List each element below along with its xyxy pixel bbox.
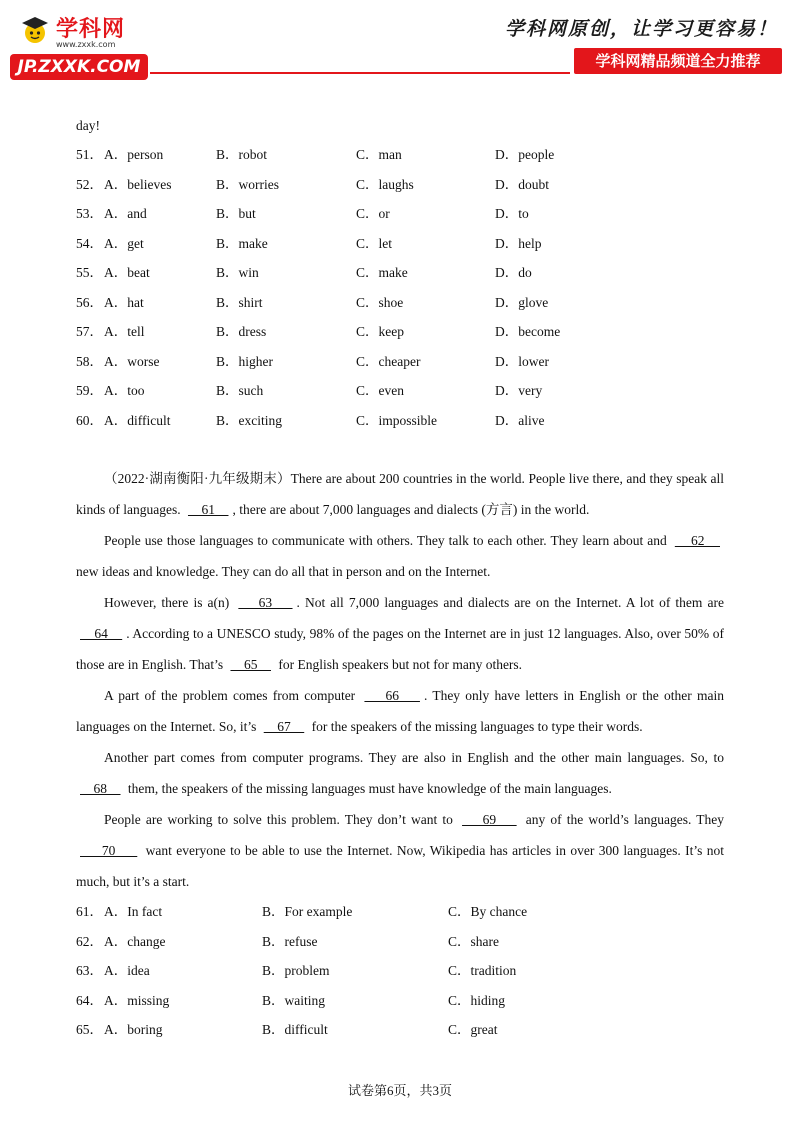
passage-paragraph-6 xyxy=(76,804,724,897)
question-number: 53． xyxy=(76,206,103,221)
blank-69: 69 xyxy=(462,812,517,827)
question-number: 62． xyxy=(76,933,103,949)
option-d: D．doubt xyxy=(495,176,549,192)
option-a: A．get xyxy=(104,235,144,251)
option-b: B．higher xyxy=(216,353,273,369)
option-c: C．great xyxy=(448,1022,498,1037)
option-c: C．keep xyxy=(356,324,404,339)
passage-paragraph-5 xyxy=(76,742,724,804)
option-c: C．or xyxy=(356,206,390,221)
passage-text: any of the world’s languages. They xyxy=(520,812,725,827)
passage-paragraph-2 xyxy=(76,525,724,587)
option-b: B．problem xyxy=(262,963,330,978)
passage-text: However, there is a(n) xyxy=(104,595,235,610)
question-number: 59． xyxy=(76,383,103,398)
passage-source: （2022·湖南衡阳·九年级期末） xyxy=(104,471,291,486)
blank-64: 64 xyxy=(80,626,123,641)
option-c: C．even xyxy=(356,383,404,398)
option-d: D．alive xyxy=(495,412,545,428)
option-c: C．laughs xyxy=(356,176,414,192)
question-row xyxy=(76,1015,724,1045)
option-b: B．For example xyxy=(262,904,353,919)
question-number: 52． xyxy=(76,176,103,192)
blank-67: 67 xyxy=(263,719,305,734)
option-b: B．make xyxy=(216,235,268,251)
question-row xyxy=(76,170,724,200)
page-header xyxy=(0,0,800,90)
passage-text: Another part comes from computer programs. They are also in English and the other main languages. So, to xyxy=(104,750,724,765)
blank-70: 70 xyxy=(80,843,138,858)
question-number: 61． xyxy=(76,904,103,919)
blank-66: 66 xyxy=(364,688,420,703)
option-a: A．missing xyxy=(104,992,170,1008)
option-a: A．person xyxy=(104,147,164,162)
option-a: A．too xyxy=(104,383,145,398)
question-number: 58． xyxy=(76,353,103,369)
option-c: C．share xyxy=(448,933,499,949)
question-row xyxy=(76,956,724,986)
option-c: C．let xyxy=(356,235,392,251)
option-d: D．to xyxy=(495,206,529,221)
passage-text: for the speakers of the missing languages to type their words. xyxy=(308,719,643,734)
question-row xyxy=(76,199,724,229)
header-divider xyxy=(150,72,570,74)
logo-text: 学科网 xyxy=(56,17,126,42)
option-c: C．hiding xyxy=(448,992,506,1008)
option-a: A．change xyxy=(104,933,166,949)
passage-text: them, the speakers of the missing languages must have knowledge of the main languages. xyxy=(124,781,612,796)
question-number: 51． xyxy=(76,147,103,162)
passage-text: . They only have letters in English or the other main languages on the Internet. So, it’s xyxy=(76,688,724,734)
option-a: A．believes xyxy=(104,176,172,192)
option-a: A．idea xyxy=(104,963,150,978)
reading-passage xyxy=(76,463,724,897)
option-d: D．glove xyxy=(495,294,549,310)
passage-paragraph-4 xyxy=(76,680,724,742)
blank-62: 62 xyxy=(674,533,720,548)
option-d: D．become xyxy=(495,324,561,339)
option-b: B．refuse xyxy=(262,933,318,949)
option-c: C．shoe xyxy=(356,294,404,310)
question-list-61-65 xyxy=(76,897,724,1045)
option-b: B．win xyxy=(216,265,259,280)
question-number: 55． xyxy=(76,265,103,280)
question-number: 54． xyxy=(76,235,103,251)
passage-text: People are working to solve this problem. They don’t want to xyxy=(104,812,459,827)
option-a: A．beat xyxy=(104,265,150,280)
passage-paragraph-1 xyxy=(76,463,724,525)
page-footer: 试卷第6页，共3页 xyxy=(347,1083,452,1098)
option-d: D．people xyxy=(495,147,555,162)
site-logo[interactable] xyxy=(10,8,150,80)
passage-text: want everyone to be able to use the Internet. Now, Wikipedia has articles in over 300 languages. It’s not much, but it’s a start. xyxy=(76,843,724,889)
passage-text: A part of the problem comes from computer xyxy=(104,688,361,703)
question-row xyxy=(76,376,724,406)
option-b: B．but xyxy=(216,206,256,221)
question-number: 64． xyxy=(76,992,103,1008)
question-list-51-60 xyxy=(76,140,724,435)
question-number: 56． xyxy=(76,294,103,310)
option-b: B．robot xyxy=(216,147,268,162)
option-d: D．help xyxy=(495,235,542,251)
blank-63: 63 xyxy=(238,595,293,610)
question-row xyxy=(76,229,724,259)
graduate-mascot-icon xyxy=(20,14,50,44)
question-row xyxy=(76,317,724,347)
option-c: C．tradition xyxy=(448,963,517,978)
option-b: B．shirt xyxy=(216,294,263,310)
option-b: B．exciting xyxy=(216,412,282,428)
option-a: A．worse xyxy=(104,353,160,369)
option-d: D．very xyxy=(495,383,543,398)
option-a: A．In fact xyxy=(104,904,163,919)
question-number: 57． xyxy=(76,324,103,339)
question-row xyxy=(76,140,724,170)
question-row xyxy=(76,258,724,288)
header-slogan: 学科网原创，让学习更容易！ xyxy=(504,18,778,40)
question-row xyxy=(76,986,724,1016)
passage-text: . According to a UNESCO study, 98% of the pages on the Internet are in just 12 languages. Also, over 50% of those are in English. That’s xyxy=(76,626,724,672)
question-row xyxy=(76,288,724,318)
blank-68: 68 xyxy=(80,781,121,796)
option-b: B．dress xyxy=(216,324,267,339)
lead-text: day! xyxy=(76,118,100,133)
passage-text: new ideas and knowledge. They can do all that in person and on the Internet. xyxy=(76,564,491,579)
option-c: C．cheaper xyxy=(356,353,421,369)
option-a: A．difficult xyxy=(104,412,171,428)
option-b: B．worries xyxy=(216,176,279,192)
option-c: C．make xyxy=(356,265,408,280)
option-a: A．tell xyxy=(104,324,145,339)
document-body xyxy=(76,112,724,1045)
passage-text: People use those languages to communicate with others. They talk to each other. They learn about and xyxy=(104,533,671,548)
logo-url: www.zxxk.com xyxy=(56,40,116,49)
option-d: D．lower xyxy=(495,353,549,369)
question-row xyxy=(76,347,724,377)
option-c: C．man xyxy=(356,147,402,162)
passage-text: There are about 200 countries in the world. People live there, and they speak all kinds of languages. xyxy=(76,471,724,517)
question-row xyxy=(76,897,724,927)
option-b: B．waiting xyxy=(262,992,325,1008)
option-b: B．such xyxy=(216,383,264,398)
recommend-badge[interactable]: 学科网精品频道全力推荐 xyxy=(574,48,782,74)
option-c: C．By chance xyxy=(448,904,528,919)
option-a: A．hat xyxy=(104,294,144,310)
option-d: D．do xyxy=(495,265,532,280)
option-a: A．and xyxy=(104,206,147,221)
passage-text: . Not all 7,000 languages and dialects are on the Internet. A lot of them are xyxy=(296,595,724,610)
passage-text: for English speakers but not for many others. xyxy=(274,657,523,672)
site-badge[interactable]: JP.ZXXK.COM xyxy=(10,54,148,80)
passage-text: , there are about 7,000 languages and dialects (方言) in the world. xyxy=(232,502,590,517)
blank-65: 65 xyxy=(230,657,271,672)
passage-paragraph-3 xyxy=(76,587,724,680)
question-number: 65． xyxy=(76,1022,103,1037)
option-b: B．difficult xyxy=(262,1022,328,1037)
question-row xyxy=(76,927,724,957)
option-c: C．impossible xyxy=(356,412,438,428)
question-number: 63． xyxy=(76,963,103,978)
question-number: 60． xyxy=(76,412,103,428)
question-row xyxy=(76,406,724,436)
blank-61: 61 xyxy=(187,502,229,517)
option-a: A．boring xyxy=(104,1022,163,1037)
